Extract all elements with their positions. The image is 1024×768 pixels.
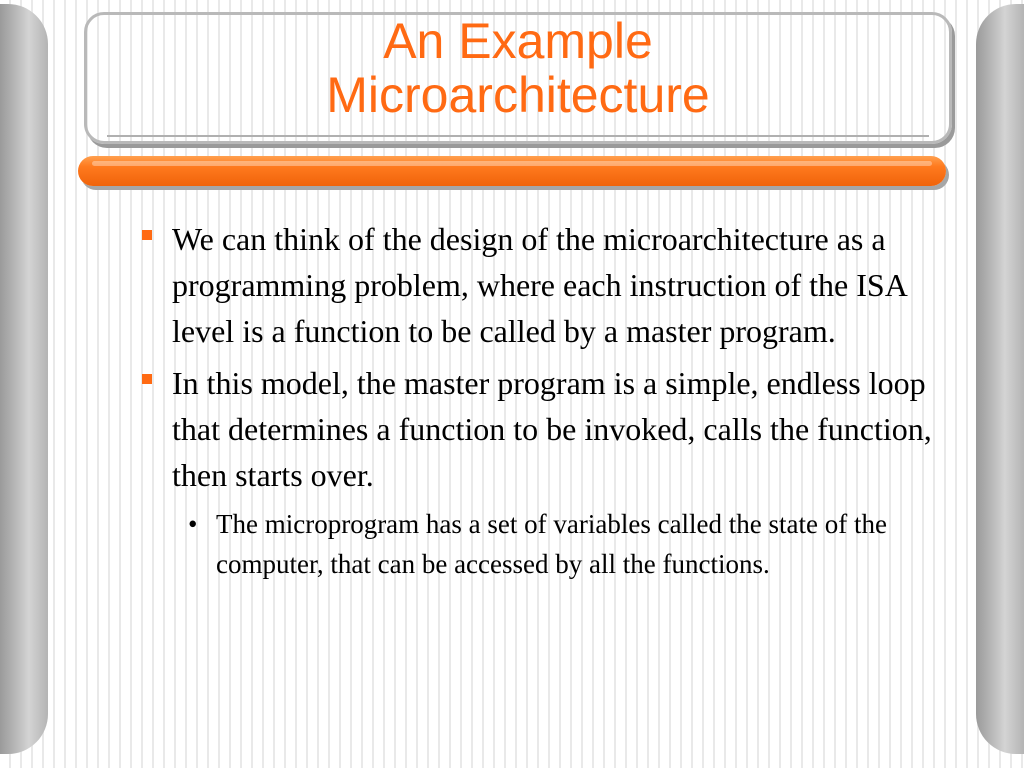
left-decorative-pillar <box>0 4 48 754</box>
right-decorative-pillar <box>976 4 1024 754</box>
bullet-item <box>136 360 936 498</box>
dot-bullet-icon: • <box>188 509 198 539</box>
slide-body <box>136 216 936 584</box>
square-bullet-icon <box>142 374 152 384</box>
bullet-item <box>136 216 936 354</box>
title-line-2: Microarchitecture <box>326 67 710 123</box>
bullet-text: In this model, the master program is a simple, endless loop that determines a function to be invoked, calls the function, then starts over. <box>172 365 932 493</box>
sub-bullet-text: The microprogram has a set of variables called the state of the computer, that can be accessed by all the functions. <box>216 509 887 579</box>
sub-bullet-item <box>136 504 936 584</box>
slide-title <box>84 14 952 122</box>
bullet-text: We can think of the design of the microarchitecture as a programming problem, where each instruction of the ISA level is a function to be called by a master program. <box>172 221 907 349</box>
square-bullet-icon <box>142 230 152 240</box>
title-underline-bar <box>78 156 946 186</box>
title-line-1: An Example <box>383 13 653 69</box>
title-frame-rule <box>107 135 929 137</box>
